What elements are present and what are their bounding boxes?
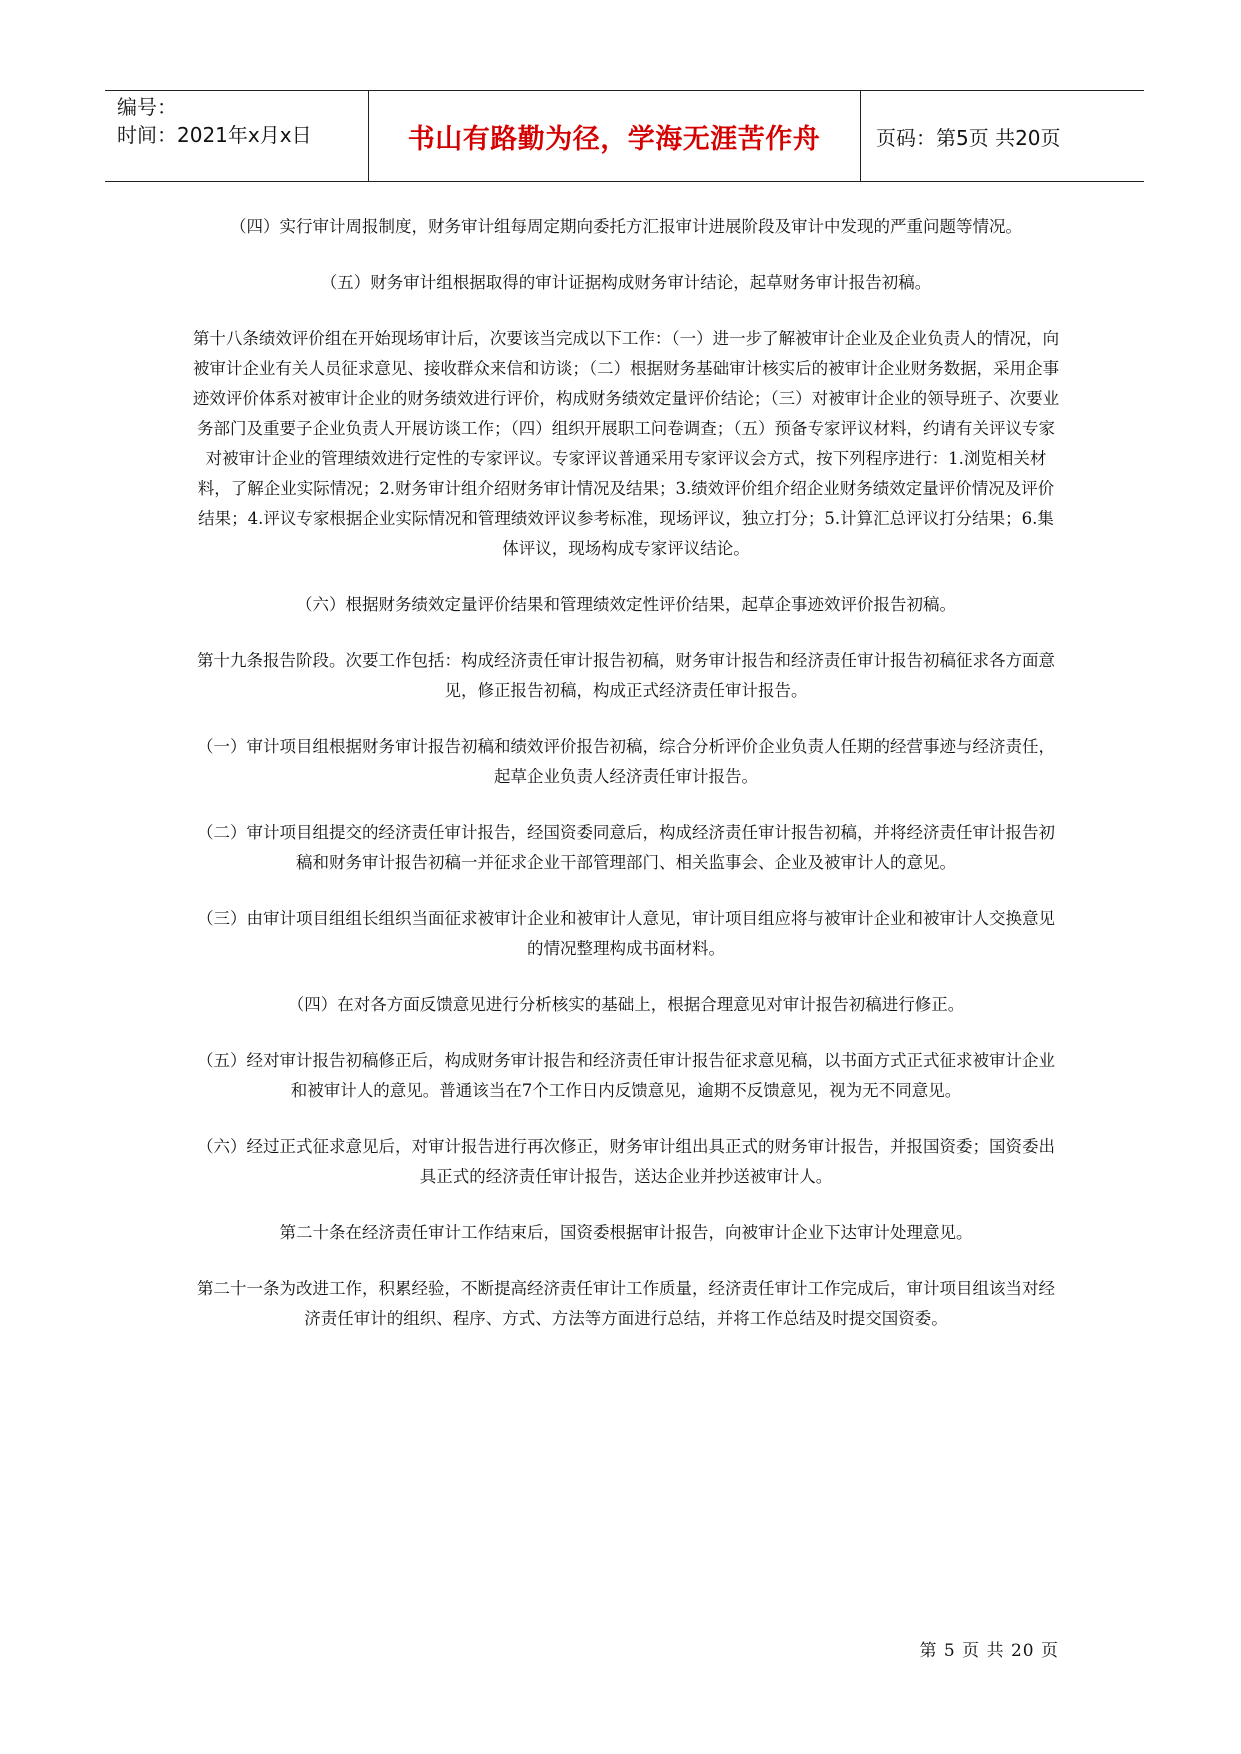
paragraph: 第十九条报告阶段。次要工作包括：构成经济责任审计报告初稿，财务审计报告和经济责任审计报告初稿征求各方面意见，修正报告初稿，构成正式经济责任审计报告。 (197, 651, 1055, 700)
paragraph: 第二十一条为改进工作，积累经验，不断提高经济责任审计工作质量，经济责任审计工作完成后，审计项目组该当对经济责任审计的组织、程序、方式、方法等方面进行总结，并将工作总结及时提交国资委。 (197, 1279, 1055, 1328)
document-number-label: 编号： (117, 95, 177, 119)
document-body (190, 212, 1062, 1360)
paragraph: （六）经过正式征求意见后，对审计报告进行再次修正，财务审计组出具正式的财务审计报告，并报国资委；国资委出具正式的经济责任审计报告，送达企业并抄送被审计人。 (197, 1137, 1055, 1186)
header-page-number: 页码：第5页 共20页 (876, 125, 1061, 150)
header-meta (117, 93, 312, 149)
page-footer-number: 第 5 页 共 20 页 (919, 1641, 1059, 1661)
header-motto: 书山有路勤为径，学海无涯苦作舟 (407, 123, 821, 155)
paragraph: （二）审计项目组提交的经济责任审计报告，经国资委同意后，构成经济责任审计报告初稿，并将经济责任审计报告初稿和财务审计报告初稿一并征求企业干部管理部门、相关监事会、企业及被审计人的意见。 (197, 823, 1055, 872)
paragraph: 第十八条绩效评价组在开始现场审计后，次要该当完成以下工作：（一）进一步了解被审计企业及企业负责人的情况，向被审计企业有关人员征求意见、接收群众来信和访谈；（二）根据财务基础审计核实后的被审计企业财务数据，采用企事迹效评价体系对被审计企业的财务绩效进行评价，构成财务绩效定量评价结论；（三）对被审计企业的领导班子、次要业务部门及重要子企业负责人开展访谈工作；（四）组织开展职工问卷调查；（五）预备专家评议材料，约请有关评议专家对被审计企业的管理绩效进行定性的专家评议。专家评议普通采用专家评议会方式，按下列程序进行：1.浏览相关材料，了解企业实际情况；2.财务审计组介绍财务审计情况及结果；3.绩效评价组介绍企业财务绩效定量评价情况及评价结果；4.评议专家根据企业实际情况和管理绩效评议参考标准，现场评议，独立打分；5.计算汇总评议打分结果；6.集体评议，现场构成专家评议结论。 (192, 329, 1060, 558)
paragraph: （五）财务审计组根据取得的审计证据构成财务审计结论，起草财务审计报告初稿。 (320, 273, 932, 292)
document-time-label: 时间：2021年x月x日 (117, 123, 312, 147)
paragraph: （一）审计项目组根据财务审计报告初稿和绩效评价报告初稿，综合分析评价企业负责人任期的经营事迹与经济责任，起草企业负责人经济责任审计报告。 (197, 737, 1055, 786)
paragraph: 第二十条在经济责任审计工作结束后，国资委根据审计报告，向被审计企业下达审计处理意见。 (279, 1223, 973, 1242)
paragraph: （三）由审计项目组组长组织当面征求被审计企业和被审计人意见，审计项目组应将与被审计企业和被审计人交换意见的情况整理构成书面材料。 (197, 909, 1055, 958)
paragraph: （六）根据财务绩效定量评价结果和管理绩效定性评价结果，起草企事迹效评价报告初稿。 (296, 595, 956, 614)
paragraph: （四）在对各方面反馈意见进行分析核实的基础上，根据合理意见对审计报告初稿进行修正。 (287, 995, 965, 1014)
paragraph: （四）实行审计周报制度，财务审计组每周定期向委托方汇报审计进展阶段及审计中发现的严重问题等情况。 (230, 217, 1022, 236)
page-header (105, 90, 1144, 182)
paragraph: （五）经对审计报告初稿修正后，构成财务审计报告和经济责任审计报告征求意见稿，以书面方式正式征求被审计企业和被审计人的意见。普通该当在7个工作日内反馈意见，逾期不反馈意见，视为无不同意见。 (197, 1051, 1055, 1100)
